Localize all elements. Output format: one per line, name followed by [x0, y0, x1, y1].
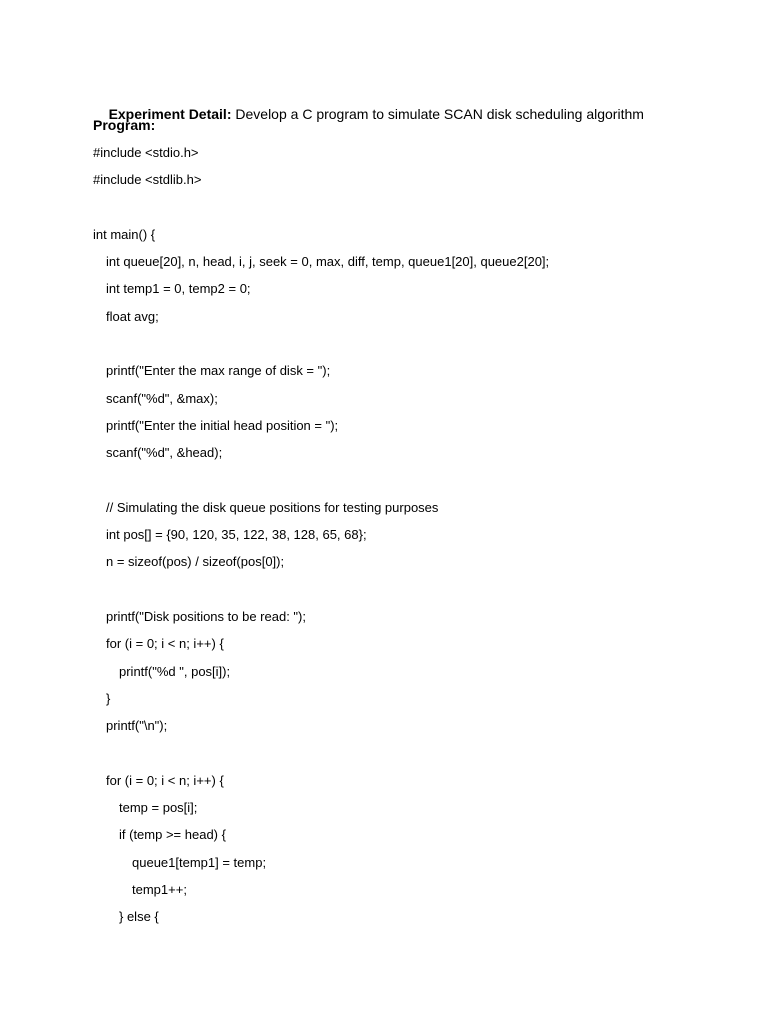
code-line: n = sizeof(pos) / sizeof(pos[0]);: [106, 554, 285, 570]
code-line: // Simulating the disk queue positions for testing purposes: [106, 499, 439, 515]
code-line: [93, 581, 733, 608]
code-line: printf("Disk positions to be read: ");: [106, 609, 306, 625]
code-line: printf("\n");: [106, 718, 168, 734]
program-label: Program:: [93, 117, 156, 133]
code-line: scanf("%d", &max);: [106, 390, 218, 406]
code-line: [93, 745, 733, 772]
code-line: } else {: [119, 909, 159, 925]
experiment-detail-line: [93, 87, 644, 141]
code-line: printf("Enter the max range of disk = ");: [106, 363, 331, 379]
experiment-detail-label: Experiment Detail:: [108, 106, 232, 122]
code-line: temp = pos[i];: [119, 800, 198, 816]
code-line: int queue[20], n, head, i, j, seek = 0, max, diff, temp, queue1[20], queue2[20];: [106, 254, 550, 270]
code-line: #include <stdlib.h>: [93, 172, 202, 188]
experiment-detail-text: Develop a C program to simulate SCAN disk scheduling algorithm: [231, 106, 644, 122]
code-line: temp1++;: [132, 882, 187, 898]
code-line: int pos[] = {90, 120, 35, 122, 38, 128, 65, 68};: [106, 527, 367, 543]
code-line: [93, 199, 733, 226]
code-line: }: [106, 690, 111, 706]
code-line: printf("%d ", pos[i]);: [119, 663, 231, 679]
code-line: queue1[temp1] = temp;: [132, 854, 267, 870]
code-line: int temp1 = 0, temp2 = 0;: [106, 281, 251, 297]
code-line: float avg;: [106, 308, 159, 324]
code-line: scanf("%d", &head);: [106, 445, 223, 461]
code-block: [93, 144, 733, 936]
code-line: for (i = 0; i < n; i++) {: [106, 636, 224, 652]
code-line: printf("Enter the initial head position = ");: [106, 417, 339, 433]
code-line: if (temp >= head) {: [119, 827, 226, 843]
code-line: [93, 335, 733, 362]
code-line: #include <stdio.h>: [93, 145, 199, 160]
code-line: int main() {: [93, 226, 156, 242]
code-line: [93, 472, 733, 499]
code-line: for (i = 0; i < n; i++) {: [106, 772, 224, 788]
